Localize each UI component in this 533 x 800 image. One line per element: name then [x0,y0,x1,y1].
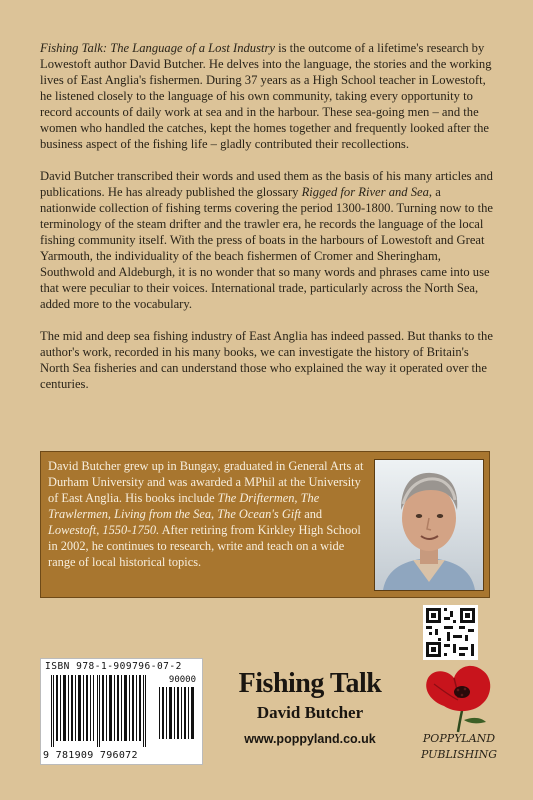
bio-sep: , [294,491,301,505]
barcode-addon-bars [158,687,196,739]
blurb-paragraph-1 [40,40,498,152]
blurb-paragraph-3: The mid and deep sea fishing industry of East Anglia has indeed passed. But thanks to the author's work, recorded in his many books, we can investigate the history of Britain's North Sea fisheries and can understand those who explained the way it operated over the centuries. [40,329,493,391]
barcode-addon-digits: 90000 [168,675,196,685]
isbn-label: ISBN 978-1-909796-07-2 [45,661,182,672]
bio-book-1: The Driftermen [217,491,295,505]
bio-book-4: The Ocean's Gift [217,507,302,521]
bio-sep: , [211,507,218,521]
author-photo [374,459,484,591]
bio-sep: and [301,507,323,521]
bio-book-5: Lowestoft, 1550-1750. [48,523,160,537]
bio-book-2: The Trawlermen [48,491,320,521]
blurb-paragraph-2 [40,168,498,312]
publisher-logo [414,662,504,777]
back-cover-blurb [40,40,498,408]
spine-title-block [210,668,410,746]
bio-book-3: Living from the Sea [114,507,212,521]
bio-outro: After retiring from Kirkley High School in 2002, he continues to research, write and teach on a wide range of local historical topics. [48,523,361,569]
barcode-bars [45,675,153,747]
book-author: David Butcher [256,703,364,722]
qr-code [423,605,478,660]
bio-intro: David Butcher grew up in Bungay, graduated in General Arts at Durham University and was awarded a MPhil at the University of East Anglia. His books include [48,459,364,505]
blurb-p1-text: is the outcome of a lifetime's research by Lowestoft author David Butcher. He delves into the language, the stories and the working lives of East Anglia's fishermen. During 37 years as a High School teacher in Lowestoft, he listened closely to the language of his own community, taking every opportunity to record accounts of daily work at sea and in the harbour. These sea-going men – and the women who handled the catches, kept the homes together and frequently looked after the business aspect of the fishing life – gladly contributed their recollections. [40,41,492,151]
blurb-p2-text-a: David Butcher transcribed their words and used them as the basis of his many articles and publications. He has already published the glossary [40,169,493,199]
publisher-url[interactable]: www.poppyland.co.uk [244,732,376,746]
barcode-digits: 9 781909 796072 [43,750,138,761]
bio-sep: , [107,507,115,521]
publisher-name-line2: PUBLISHING [420,748,498,761]
book-title: Fishing Talk [238,668,382,699]
blurb-p2-text-b: , a nationwide collection of fishing terms covering the period 1300-1800. Turning now to the terminology of the steam drifter and the trawler era, he records the language of the local fishing community itself. With the press of boats in the harbours of Lowestoft and Great Yarmouth, the individuality of the beach fishermen of Cromer and Sheringham, Southwold and Aldeburgh, it is no wonder that so many words and phrases came into use that were peculiar to their voices. International trade, particularly across the North Sea, added more to the vocabulary. [40,185,493,311]
poppy-icon [414,662,504,737]
blurb-title-italic: Fishing Talk: The Language of a Lost Industry [40,41,275,55]
author-bio-box [40,451,490,598]
author-bio-text [48,458,366,570]
blurb-p2-title-italic: Rigged for River and Sea [301,185,429,199]
isbn-barcode [40,658,203,765]
publisher-name-line1: POPPYLAND [422,732,496,745]
